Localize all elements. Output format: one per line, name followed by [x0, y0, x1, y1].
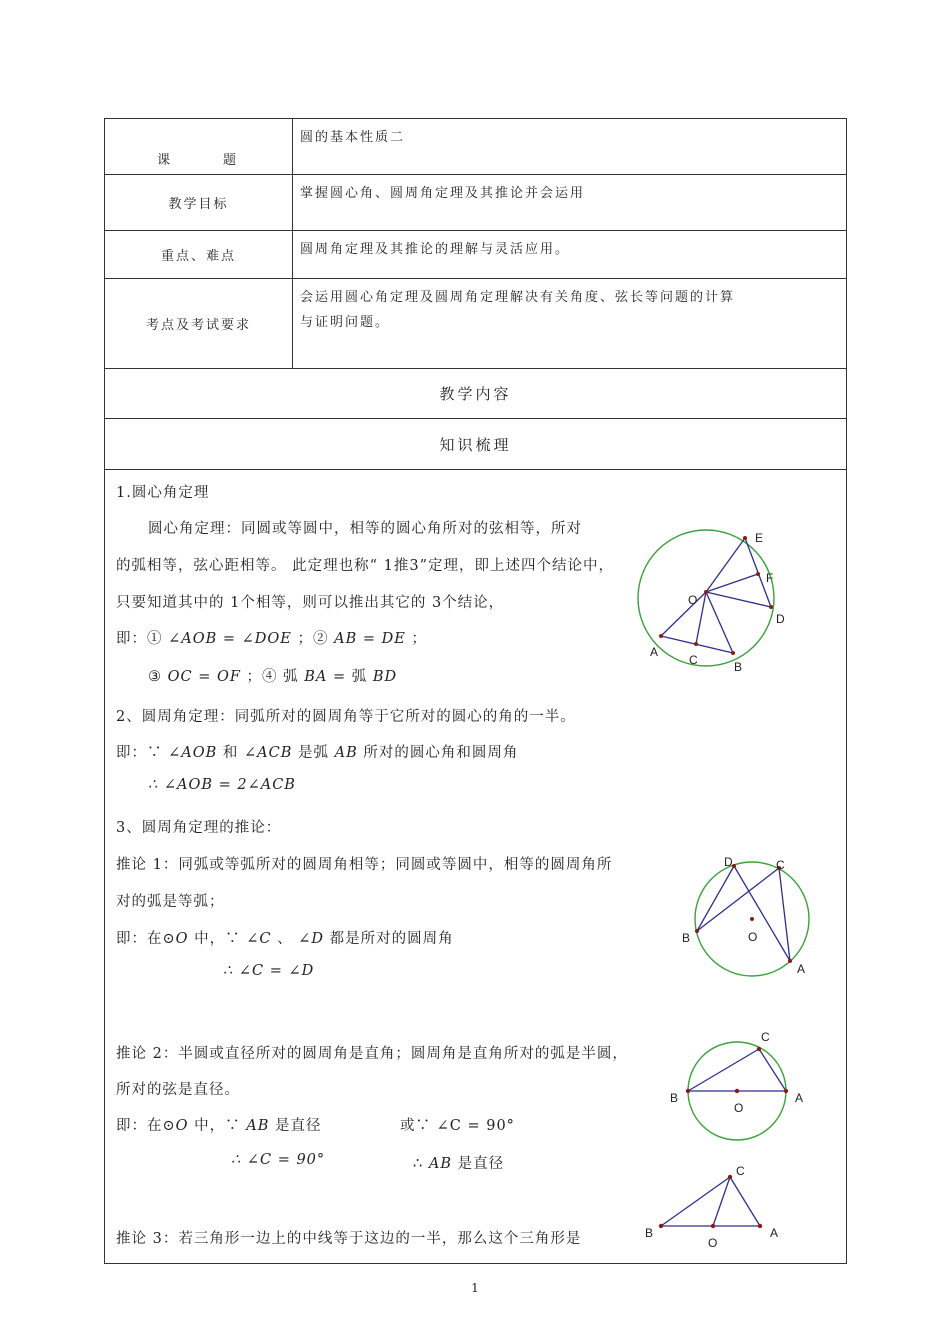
fig1-point-o [704, 590, 708, 594]
fig4-point-b [659, 1224, 663, 1228]
corollary2-line-4b [413, 1152, 504, 1173]
c1-tail: 都是所对的圆周角 [329, 931, 454, 947]
corollary2-line-2: 所对的弦是直径。 [116, 1082, 240, 1098]
fig2-label-a: A [797, 962, 806, 976]
c1-o: O [175, 931, 189, 947]
inscribed-ab: AB [334, 745, 358, 761]
fig4-segment-co [713, 1177, 730, 1226]
fig4-label-b: B [645, 1226, 654, 1240]
eq2-arc-bd: BD [372, 669, 398, 685]
keypoints-value: 圆周角定理及其推论的理解与灵活应用。 [293, 231, 847, 279]
fig1-segment-od [706, 592, 771, 607]
eq1-sep: ；② [297, 631, 329, 647]
fig2-label-b: B [682, 931, 691, 945]
eq2-eq: = 弧 [333, 669, 368, 685]
inscribed-prefix: 即：∵ [116, 745, 163, 761]
fig4-segment-bc [661, 1177, 730, 1226]
heading-corollaries: 3、圆周角定理的推论： [116, 820, 282, 836]
corollary1-line-3 [116, 927, 454, 948]
equation-line-2 [148, 665, 397, 686]
section-teaching-content: 教学内容 [105, 369, 847, 419]
eq2-prefix: ③ [148, 669, 162, 685]
fig1-label-c: C [689, 653, 698, 667]
c2-is-diameter: 是直径 [457, 1156, 505, 1172]
fig1-label-o: O [688, 593, 698, 607]
fig1-point-d [769, 605, 773, 609]
fig2-label-d: D [724, 855, 733, 869]
fig2-point-b [695, 929, 699, 933]
inscribed-arc: 是弧 [297, 745, 329, 761]
fig2-label-o: O [748, 930, 758, 944]
fig1-point-e [743, 536, 747, 540]
keypoints-label: 重点、难点 [105, 231, 293, 279]
c2-therefore: ∴ [413, 1156, 424, 1172]
fig1-circle [638, 530, 774, 666]
equation-line-1 [116, 627, 427, 648]
corollary2-line-3 [116, 1114, 322, 1135]
page-number: 1 [471, 1281, 479, 1295]
inscribed-aob: ∠AOB [168, 745, 218, 761]
topic-label-left: 课 [157, 153, 173, 168]
fig2-segment-ca [779, 868, 790, 961]
corollary1-line-4: ∴ ∠C = ∠D [223, 963, 315, 979]
fig2-point-a [788, 959, 792, 963]
paragraph-line-3: 只要知道其中的 1个相等，则可以推出其它的 3个结论， [116, 595, 505, 611]
fig3-point-b [686, 1089, 690, 1093]
exam-label: 考点及考试要求 [105, 279, 293, 369]
objective-label: 教学目标 [105, 175, 293, 231]
c1-angle-c: ∠C [246, 931, 272, 947]
fig2-point-o [750, 917, 754, 921]
inscribed-and: 和 [222, 745, 239, 761]
fig3-label-o: O [734, 1101, 744, 1115]
exam-value: 会运用圆心角定理及圆周角定理解决有关角度、弦长等问题的计算 [300, 290, 736, 305]
corollary2-line-1: 推论 2：半圆或直径所对的圆周角是直角；圆周角是直角所对的弧是半圆， [116, 1046, 628, 1062]
eq2-distance: OC = OF [167, 669, 241, 685]
fig3-segment-bc [688, 1049, 759, 1091]
paragraph-line-1: 圆心角定理：同圆或等圆中，相等的圆心角所对的弦相等，所对 [148, 521, 582, 537]
exam-value-cell [293, 279, 847, 369]
lesson-info-table [104, 118, 847, 470]
fig4-point-a [758, 1224, 762, 1228]
corollary1-line-1: 推论 1：同弧或等弧所对的圆周角相等；同圆或等圆中，相等的圆周角所 [116, 857, 613, 873]
c2-o: O [175, 1118, 189, 1134]
heading-central-angle: 1.圆心角定理 [116, 485, 210, 501]
fig1-label-e: E [755, 531, 764, 545]
c1-angle-d: ∠D [298, 931, 325, 947]
fig1-label-f: F [766, 571, 774, 585]
section-knowledge-summary: 知识梳理 [105, 419, 847, 470]
fig1-label-a: A [650, 645, 659, 659]
c2-because: 中，∵ [194, 1118, 241, 1134]
eq2-sep: ；④ 弧 [246, 669, 299, 685]
objective-value: 掌握圆心角、圆周角定理及其推论并会运用 [293, 175, 847, 231]
corollary1-line-2: 对的弧是等弧； [116, 894, 225, 910]
figure-corollary-2 [668, 1025, 818, 1145]
inscribed-tail: 所对的圆心角和圆周角 [363, 745, 519, 761]
fig4-point-o [711, 1224, 715, 1228]
c2-diameter: 是直径 [275, 1118, 322, 1134]
fig1-point-c [694, 642, 698, 646]
inscribed-line-2 [116, 741, 518, 762]
fig4-label-a: A [770, 1226, 779, 1240]
figure-central-angle [630, 520, 790, 680]
eq1-prefix: 即：① [116, 631, 163, 647]
fig3-label-b: B [670, 1091, 679, 1105]
c2-prefix: 即：在⊙ [116, 1118, 176, 1134]
fig3-point-o [735, 1089, 739, 1093]
fig1-segment-oe [706, 538, 745, 592]
figure-corollary-3 [640, 1160, 790, 1255]
fig3-point-c [757, 1047, 761, 1051]
eq2-arc-ba: BA [304, 669, 328, 685]
heading-inscribed-angle: 2、圆周角定理：同弧所对的圆周角等于它所对的圆心的角的一半。 [116, 709, 576, 725]
fig2-label-c: C [776, 858, 785, 872]
fig1-point-b [731, 651, 735, 655]
eq1-chord: AB = DE [334, 631, 406, 647]
paragraph-line-2: 的弧相等，弦心距相等。 此定理也称“ 1推3”定理，即上述四个结论中， [116, 558, 614, 574]
fig4-label-c: C [736, 1164, 745, 1178]
fig4-point-c [728, 1175, 732, 1179]
fig3-label-a: A [795, 1091, 804, 1105]
fig3-label-c: C [761, 1030, 770, 1044]
fig1-point-f [756, 572, 760, 576]
c1-comma: 、 [277, 931, 293, 947]
fig3-point-a [784, 1089, 788, 1093]
exam-value-line2: 与证明问题。 [300, 315, 391, 330]
corollary3-line-1: 推论 3：若三角形一边上的中线等于这边的一半，那么这个三角形是 [116, 1231, 582, 1247]
c2-ab: AB [246, 1118, 270, 1134]
fig1-point-a [659, 634, 663, 638]
inscribed-line-3: ∴ ∠AOB = 2∠ACB [148, 777, 296, 793]
fig1-segment-of [706, 574, 758, 592]
c1-because: 中，∵ [194, 931, 241, 947]
topic-value: 圆的基本性质二 [293, 119, 847, 175]
fig4-segment-ca [730, 1177, 760, 1226]
inscribed-acb: ∠ACB [244, 745, 293, 761]
figure-corollary-1 [676, 852, 826, 982]
fig1-segment-ob [706, 592, 733, 653]
c1-prefix: 即：在⊙ [116, 931, 176, 947]
fig4-label-o: O [708, 1236, 718, 1250]
fig1-label-d: D [776, 612, 785, 626]
eq1-angle: ∠AOB = ∠DOE [168, 631, 292, 647]
c2-ab-2: AB [428, 1156, 452, 1172]
corollary2-line-4a: ∴ ∠C = 90° [231, 1152, 326, 1168]
corollary2-alt: 或∵ ∠C = 90° [400, 1118, 515, 1134]
topic-label-cell [105, 119, 293, 175]
topic-label-right: 题 [223, 153, 239, 168]
fig1-label-b: B [734, 660, 743, 674]
eq1-end: ； [411, 631, 427, 647]
